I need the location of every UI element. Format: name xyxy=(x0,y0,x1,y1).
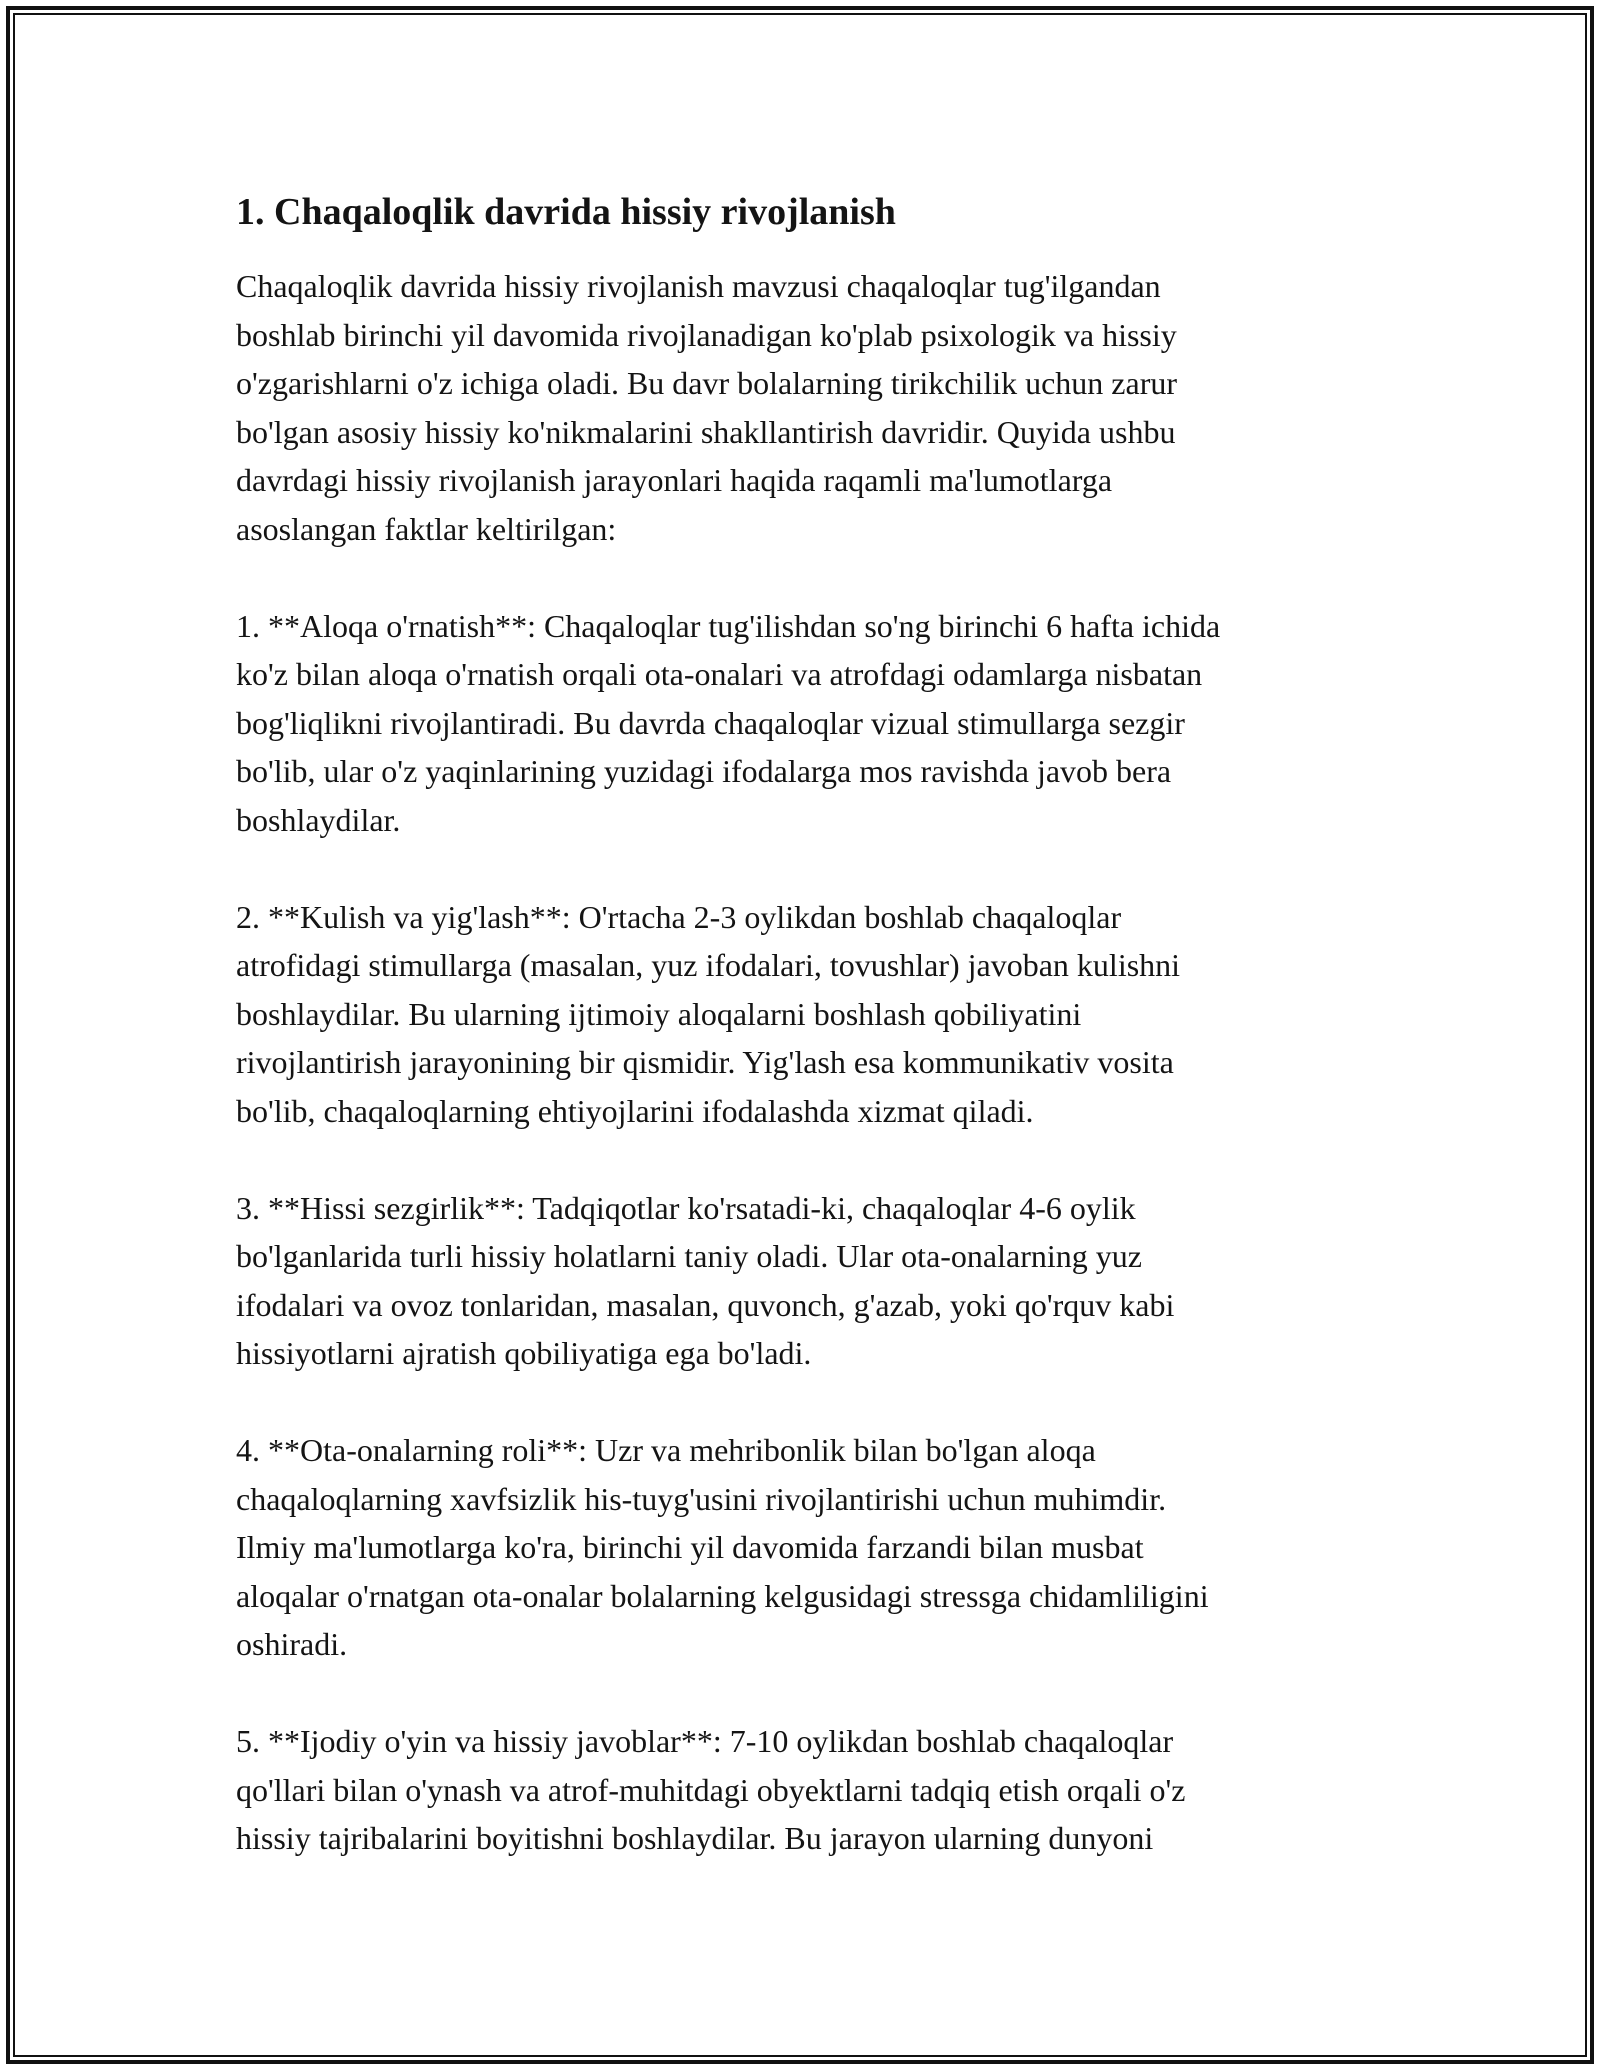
text-line: boshlaydilar. xyxy=(236,801,401,838)
text-line: 4. **Ota-onalarning roli**: Uzr va mehribonlik bilan bo'lgan aloqa xyxy=(236,1432,1096,1468)
text-line: bo'lgan asosiy hissiy ko'nikmalarini shakllantirish davridir. Quyida ushbu xyxy=(236,413,1176,450)
list-item-paragraph xyxy=(236,1426,1376,1669)
list-item-paragraph xyxy=(236,1717,1376,1863)
text-line: hissiyotlarni ajratish qobiliyatiga ega bo'ladi. xyxy=(236,1335,812,1371)
document-body xyxy=(236,184,1376,1863)
text-line: rivojlantirish jarayonining bir qismidir. Yig'lash esa kommunikativ vosita xyxy=(236,1044,1174,1080)
intro-paragraph xyxy=(236,262,1376,553)
text-line: bo'lganlarida turli hissiy holatlarni taniy oladi. Ular ota-onalarning yuz xyxy=(236,1238,1142,1274)
list-item-paragraph xyxy=(236,602,1376,845)
text-line: 2. **Kulish va yig'lash**: O'rtacha 2-3 oylikdan boshlab chaqaloqlar xyxy=(236,898,1122,935)
text-line: boshlaydilar. Bu ularning ijtimoiy aloqalarni boshlash qobiliyatini xyxy=(236,995,1082,1032)
text-line: boshlab birinchi yil davomida rivojlanadigan ko'plab psixologik va hissiy xyxy=(236,316,1177,353)
text-line: bo'lib, ular o'z yaqinlarining yuzidagi ifodalarga mos ravishda javob bera xyxy=(236,753,1172,789)
text-line: asoslangan faktlar keltirilgan: xyxy=(236,510,617,547)
text-line: hissiy tajribalarini boyitishni boshlaydilar. Bu jarayon ularning dunyoni xyxy=(236,1820,1154,1856)
paragraphs-container xyxy=(236,262,1376,1863)
list-item-paragraph xyxy=(236,893,1376,1136)
text-line: ifodalari va ovoz tonlaridan, masalan, quvonch, g'azab, yoki qo'rquv kabi xyxy=(236,1286,1175,1323)
text-line: Ilmiy ma'lumotlarga ko'ra, birinchi yil davomida farzandi bilan musbat xyxy=(236,1529,1144,1565)
text-line: qo'llari bilan o'ynash va atrof-muhitdagi obyektlarni tadqiq etish orqali o'z xyxy=(236,1771,1186,1808)
text-line: bo'lib, chaqaloqlarning ehtiyojlarini ifodalashda xizmat qiladi. xyxy=(236,1092,1034,1129)
text-line: 1. **Aloqa o'rnatish**: Chaqaloqlar tug'ilishdan so'ng birinchi 6 hafta ichida xyxy=(236,607,1221,644)
text-line: aloqalar o'rnatgan ota-onalar bolalarning kelgusidagi stressga chidamliligini xyxy=(236,1577,1209,1614)
text-line: o'zgarishlarni o'z ichiga oladi. Bu davr bolalarning tirikchilik uchun zarur xyxy=(236,365,1178,401)
text-line: oshiradi. xyxy=(236,1626,348,1662)
text-line: bog'liqlikni rivojlantiradi. Bu davrda chaqaloqlar vizual stimullarga sezgir xyxy=(236,704,1185,741)
text-line: Chaqaloqlik davrida hissiy rivojlanish mavzusi chaqaloqlar tug'ilgandan xyxy=(236,268,1161,304)
section-title: 1. Chaqaloqlik davrida hissiy rivojlanish xyxy=(236,191,896,233)
text-line: atrofidagi stimullarga (masalan, yuz ifodalari, tovushlar) javoban kulishni xyxy=(236,947,1181,983)
list-item-paragraph xyxy=(236,1184,1376,1378)
text-line: davrdagi hissiy rivojlanish jarayonlari haqida raqamli ma'lumotlarga xyxy=(236,462,1113,498)
text-line: 3. **Hissi sezgirlik**: Tadqiqotlar ko'rsatadi-ki, chaqaloqlar 4-6 oylik xyxy=(236,1189,1136,1226)
text-line: ko'z bilan aloqa o'rnatish orqali ota-onalari va atrofdagi odamlarga nisbatan xyxy=(236,656,1203,692)
text-line: chaqaloqlarning xavfsizlik his-tuyg'usini rivojlantirishi uchun muhimdir. xyxy=(236,1480,1167,1517)
text-line: 5. **Ijodiy o'yin va hissiy javoblar**: 7-10 oylikdan boshlab chaqaloqlar xyxy=(236,1723,1174,1759)
